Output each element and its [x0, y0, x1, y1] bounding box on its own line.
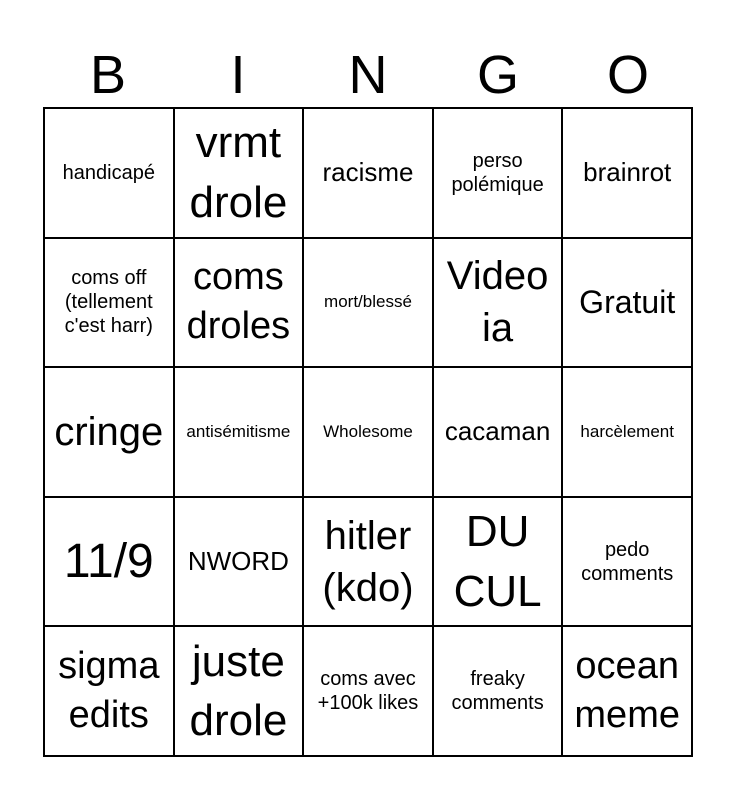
- bingo-cell[interactable]: antisémitisme: [175, 368, 305, 498]
- bingo-cell[interactable]: cringe: [45, 368, 175, 498]
- bingo-cell[interactable]: coms off (tellement c'est harr): [45, 239, 175, 369]
- bingo-cell[interactable]: coms avec +100k likes: [304, 627, 434, 757]
- header-letter-b: B: [89, 45, 127, 105]
- bingo-cell[interactable]: juste drole: [175, 627, 305, 757]
- header-letter-n: N: [348, 45, 388, 105]
- header-letter-o: O: [606, 45, 649, 105]
- header-letter-i: I: [230, 45, 246, 105]
- bingo-cell[interactable]: vrmt drole: [175, 109, 305, 239]
- bingo-cell[interactable]: ocean meme: [563, 627, 693, 757]
- bingo-cell[interactable]: brainrot: [563, 109, 693, 239]
- bingo-cell[interactable]: 11/9: [45, 498, 175, 628]
- bingo-cell[interactable]: sigma edits: [45, 627, 175, 757]
- bingo-cell[interactable]: freaky comments: [434, 627, 564, 757]
- bingo-cell[interactable]: racisme: [304, 109, 434, 239]
- bingo-cell[interactable]: perso polémique: [434, 109, 564, 239]
- bingo-header: [43, 44, 693, 106]
- bingo-cell[interactable]: cacaman: [434, 368, 564, 498]
- bingo-cell[interactable]: Wholesome: [304, 368, 434, 498]
- bingo-cell[interactable]: pedo comments: [563, 498, 693, 628]
- bingo-board: [43, 107, 693, 757]
- header-letter-g: G: [476, 45, 519, 105]
- bingo-cell[interactable]: Gratuit: [563, 239, 693, 369]
- bingo-cell[interactable]: handicapé: [45, 109, 175, 239]
- bingo-cell[interactable]: NWORD: [175, 498, 305, 628]
- bingo-cell[interactable]: hitler (kdo): [304, 498, 434, 628]
- bingo-cell[interactable]: mort/blessé: [304, 239, 434, 369]
- bingo-cell[interactable]: DU CUL: [434, 498, 564, 628]
- bingo-cell[interactable]: harcèlement: [563, 368, 693, 498]
- bingo-cell[interactable]: coms droles: [175, 239, 305, 369]
- bingo-cell[interactable]: Video ia: [434, 239, 564, 369]
